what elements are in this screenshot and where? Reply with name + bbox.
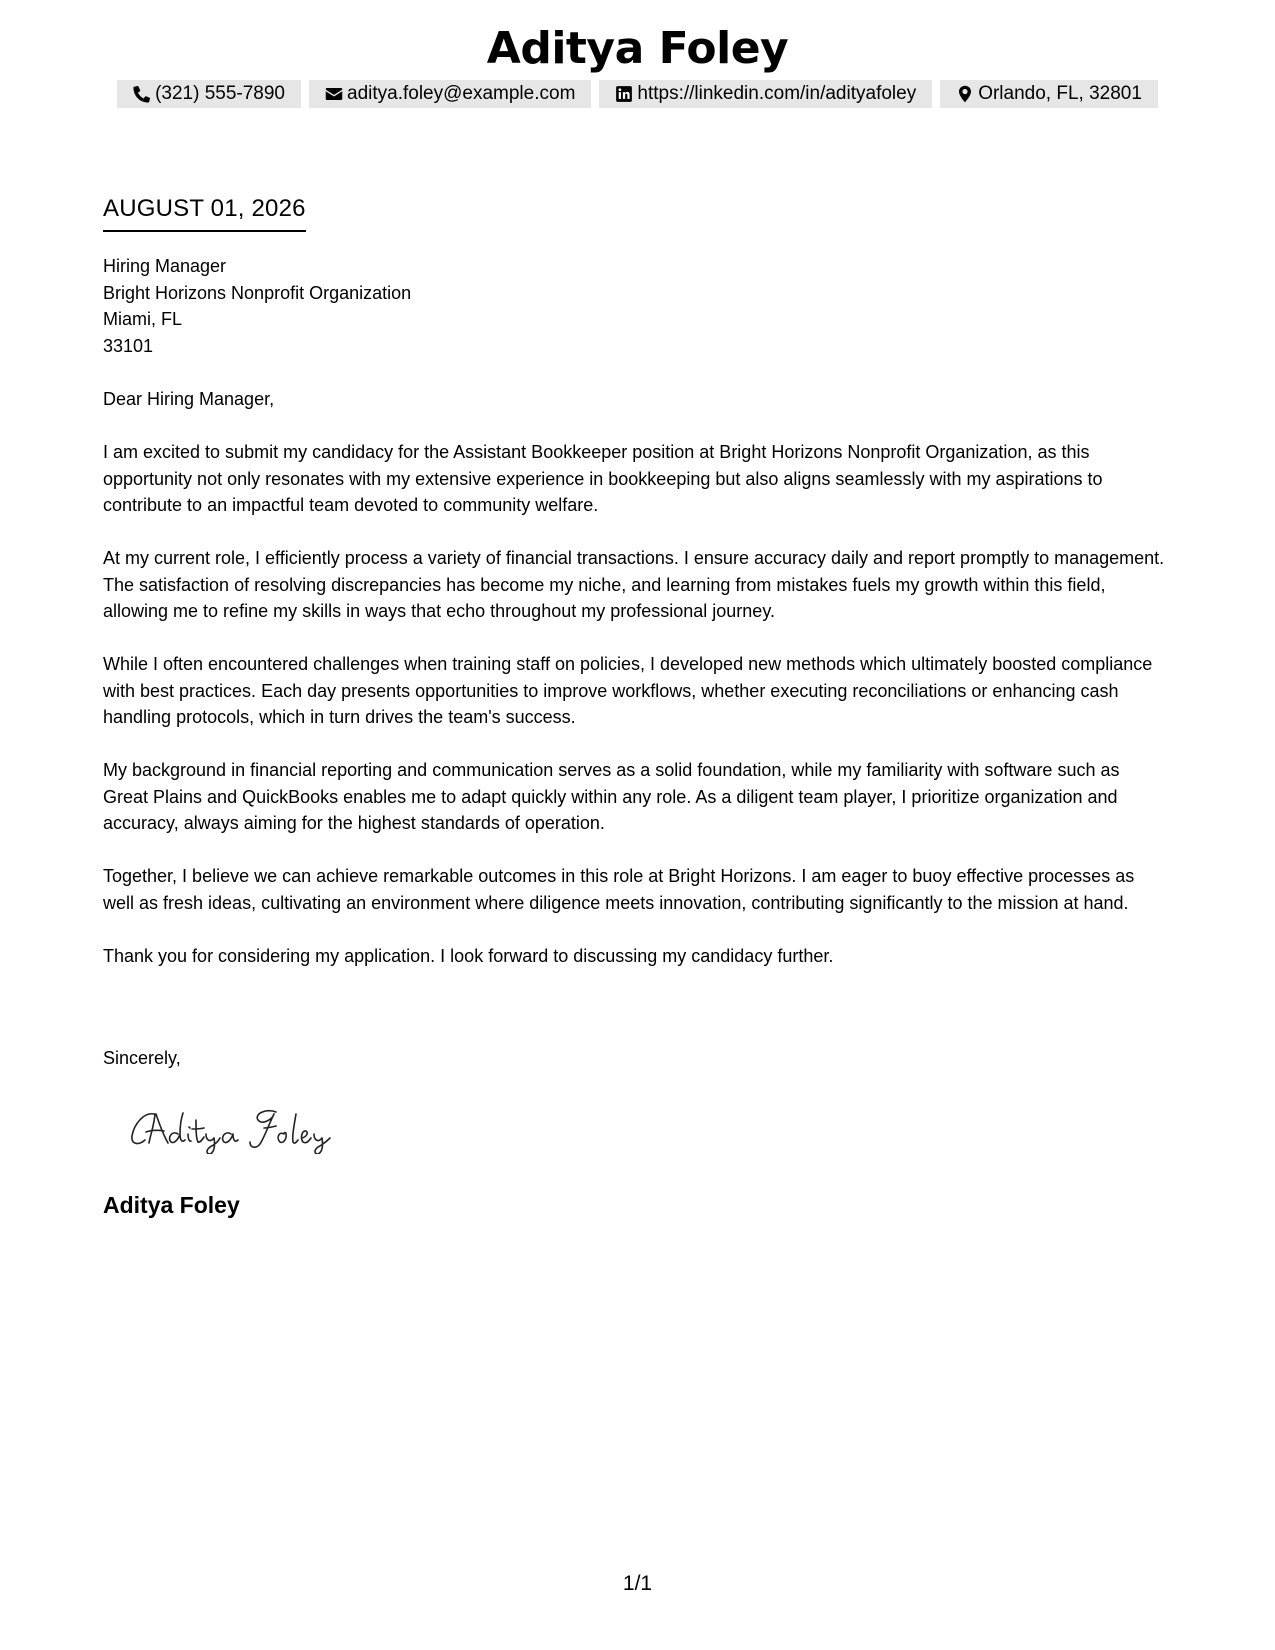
page-number: 1/1 — [622, 1572, 653, 1595]
body-paragraph: Together, I believe we can achieve remarkable outcomes in this role at Bright Horizons. I am eager to buoy effective processes as well as fresh ideas, cultivating an environment where diligence meets innovation, contributing significantly to the mission at hand. — [103, 866, 1135, 913]
body-paragraph: While I often encountered challenges when training staff on policies, I developed new methods which ultimately boosted compliance with best practices. Each day presents opportunities to improve workflows, whether executing reconciliations or enhancing cash handling protocols, which in turn drives the team's success. — [103, 654, 1153, 727]
contact-linkedin[interactable] — [599, 80, 932, 108]
envelope-icon — [325, 85, 343, 103]
recipient-zip: 33101 — [103, 335, 154, 356]
phone-icon — [133, 85, 151, 103]
contact-location — [940, 80, 1158, 108]
recipient-organization: Bright Horizons Nonprofit Organization — [103, 282, 412, 303]
contact-email[interactable] — [309, 80, 591, 108]
applicant-name-header: Aditya Foley — [486, 23, 789, 74]
location-text: Orlando, FL, 32801 — [978, 83, 1142, 104]
body-paragraph: Thank you for considering my application. I look forward to discussing my candidacy further. — [103, 945, 834, 966]
email-text: aditya.foley@example.com — [347, 83, 576, 104]
body-paragraph: My background in financial reporting and communication serves as a solid foundation, while my familiarity with software such as Great Plains and QuickBooks enables me to adapt quickly within any role. As a diligent team player, I prioritize organization and accuracy, always aiming for the highest standards of operation. — [103, 760, 1120, 833]
phone-text: (321) 555-7890 — [155, 83, 285, 104]
handwritten-signature — [126, 1098, 336, 1154]
signed-name: Aditya Foley — [103, 1192, 240, 1218]
map-marker-icon — [956, 85, 974, 103]
linkedin-icon — [615, 85, 633, 103]
recipient-city-state: Miami, FL — [103, 309, 183, 329]
contact-phone — [117, 80, 301, 108]
letter-body — [103, 386, 1165, 996]
linkedin-text: https://linkedin.com/in/adityafoley — [637, 83, 917, 104]
closing-text: Sincerely, — [103, 1048, 181, 1068]
body-paragraph: I am excited to submit my candidacy for the Assistant Bookkeeper position at Bright Horizons Nonprofit Organization, as this opportunity not only resonates with my extensive experience in bookkeeping but also aligns seamlessly with my aspirations to contribute to an impactful team devoted to community welfare. — [103, 442, 1103, 515]
letter-date: AUGUST 01, 2026 — [103, 194, 306, 232]
contact-bar — [0, 80, 1275, 108]
body-paragraph: At my current role, I efficiently process a variety of financial transactions. I ensure accuracy daily and report promptly to management. The satisfaction of resolving discrepancies has become my niche, and learning from mistakes fuels my growth within this field, allowing me to refine my skills in ways that echo throughout my professional journey. — [103, 548, 1165, 621]
salutation: Dear Hiring Manager, — [103, 389, 275, 409]
recipient-block — [103, 253, 411, 359]
recipient-title: Hiring Manager — [103, 256, 227, 276]
